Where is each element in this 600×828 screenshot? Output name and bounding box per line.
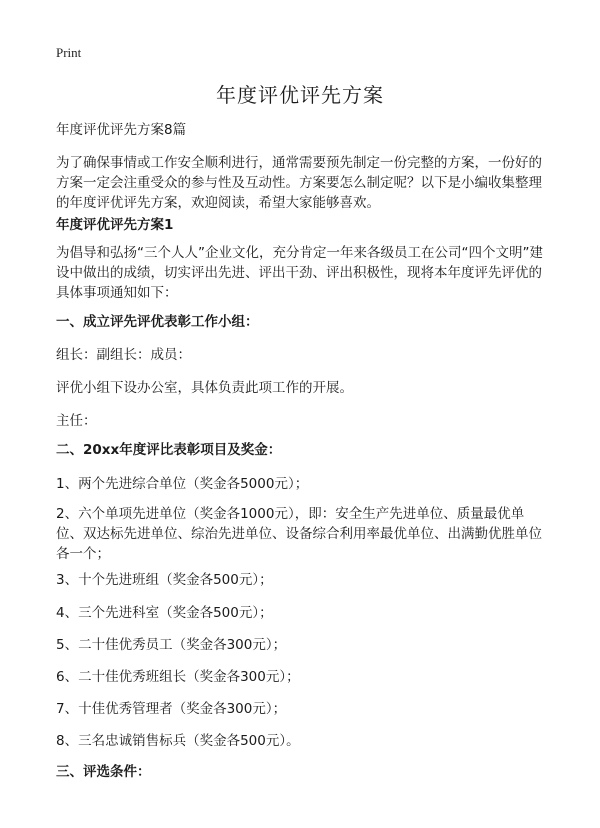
section-1-body: 为倡导和弘扬“三个人人”企业文化，充分肯定一年来各级员工在公司“四个文明”建设中做出的成绩，切实评出先进、评出干劲、评出积极性，现将本年度评先评优的具体事项通知如下： [56,245,543,301]
director-line: 主任： [56,413,97,429]
print-link[interactable]: Print [56,45,82,60]
heading-selection-conditions: 三、评选条件： [56,764,151,780]
heading-award-items: 二、20xx年度评比表彰项目及奖金： [56,442,282,458]
group-members-line: 组长：副组长：成员： [56,347,191,363]
section-1-title: 年度评优评先方案1 [56,217,174,233]
award-item: 1、两个先进综合单位（奖金各5000元）； [56,476,309,492]
document-subtitle: 年度评优评先方案8篇 [56,122,187,138]
award-item: 4、三个先进科室（奖金各500元）； [56,605,273,621]
award-item: 8、三名忠诚销售标兵（奖金各500元）。 [56,733,300,749]
office-paragraph: 评优小组下设办公室，具体负责此项工作的开展。 [56,380,353,396]
award-item: 6、二十佳优秀班组长（奖金各300元）； [56,669,300,685]
award-item: 3、十个先进班组（奖金各500元）； [56,572,273,588]
award-item: 5、二十佳优秀员工（奖金各300元）； [56,637,287,653]
document-title: 年度评优评先方案 [216,83,384,107]
intro-paragraph: 为了确保事情或工作安全顺利进行，通常需要预先制定一份完整的方案，一份好的方案一定会注重受众的参与性及互动性。方案要怎么制定呢？以下是小编收集整理的年度评优评先方案，欢迎阅读，希望大家能够喜欢。 [56,155,542,211]
award-item: 2、六个单项先进单位（奖金各1000元），即：安全生产先进单位、质量最优单位、双达标先进单位、综治先进单位、设备综合利用率最优单位、出满勤优胜单位各一个； [56,506,542,562]
heading-working-group: 一、成立评先评优表彰工作小组： [56,314,259,330]
award-item: 7、十佳优秀管理者（奖金各300元）； [56,701,287,717]
